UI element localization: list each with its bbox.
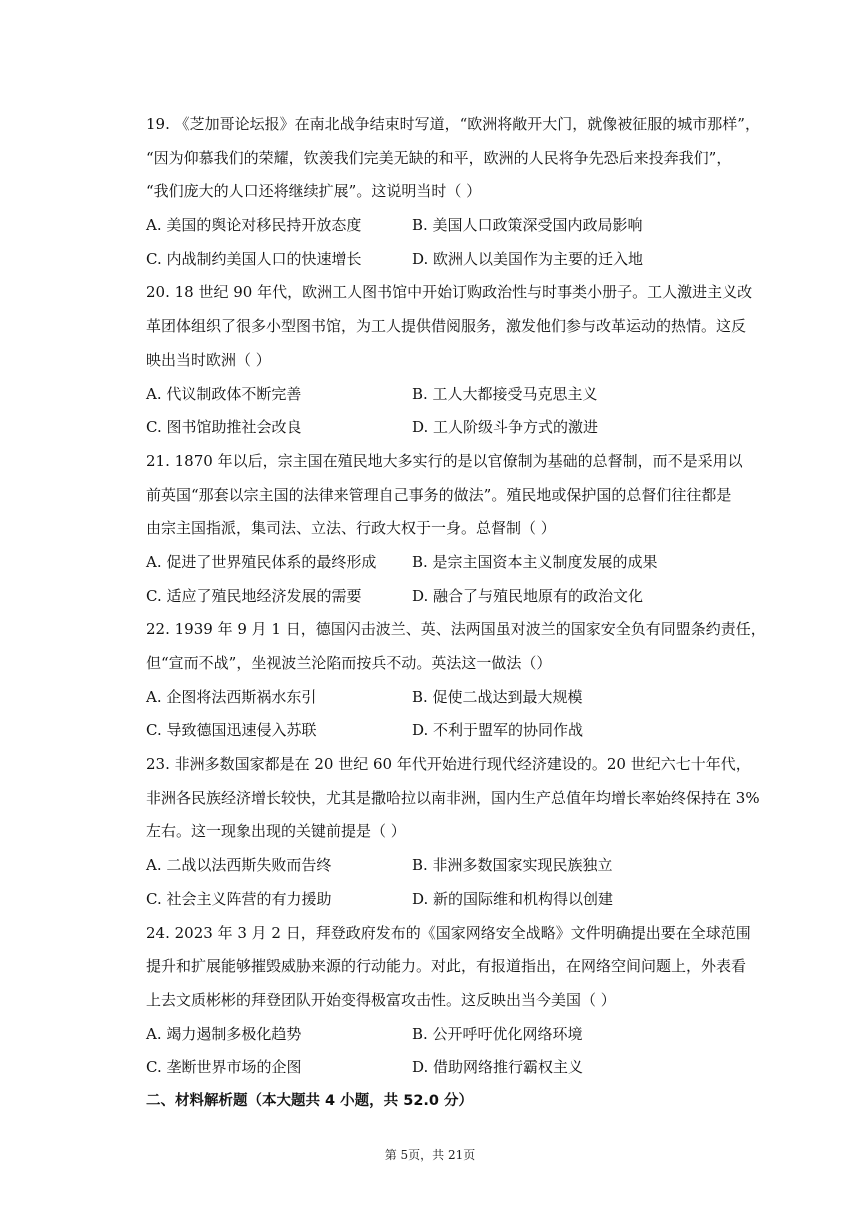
question-stem-line: 映出当时欧洲（ ） xyxy=(146,350,271,369)
question-19 xyxy=(146,108,778,276)
option-d: D. 借助网络推行霸权主义 xyxy=(412,1058,584,1077)
question-21 xyxy=(146,445,778,613)
page-content xyxy=(146,108,778,1119)
page-footer: 第 5页，共 21页 xyxy=(384,1148,476,1162)
option-c: C. 图书馆助推社会改良 xyxy=(146,418,302,437)
question-stem-line: 21. 1870 年以后，宗主国在殖民地大多实行的是以官僚制为基础的总督制，而不是采用以 xyxy=(146,451,743,470)
option-c: C. 社会主义阵营的有力援助 xyxy=(146,889,332,908)
option-d: D. 不利于盟军的协同作战 xyxy=(412,721,584,740)
options-row xyxy=(146,849,778,883)
question-stem-line: 但“宣而不战”，坐视波兰沦陷而按兵不动。英法这一做法（） xyxy=(146,654,552,672)
options-row xyxy=(146,681,778,715)
options-row xyxy=(146,378,778,412)
option-a: A. 企图将法西斯祸水东引 xyxy=(146,687,317,706)
question-stem-line: 提升和扩展能够摧毁威胁来源的行动能力。对此，有报道指出，在网络空间问题上，外表看 xyxy=(146,957,747,976)
question-23 xyxy=(146,748,778,916)
option-b: B. 促使二战达到最大规模 xyxy=(412,687,583,706)
options-row xyxy=(146,714,778,748)
option-b: B. 非洲多数国家实现民族独立 xyxy=(412,856,613,875)
question-stem-line: 非洲各民族经济增长较快，尤其是撒哈拉以南非洲，国内生产总值年均增长率始终保持在 3% xyxy=(146,788,760,807)
options-row xyxy=(146,1051,778,1085)
question-stem-line: 22. 1939 年 9 月 1 日，德国闪击波兰、英、法两国虽对波兰的国家安全负有同盟条约责任， xyxy=(146,620,766,639)
option-a: A. 二战以法西斯失败而告终 xyxy=(146,856,332,875)
question-stem-line: 左右。这一现象出现的关键前提是（ ） xyxy=(146,822,406,841)
question-stem-line: 24. 2023 年 3 月 2 日，拜登政府发布的《国家网络安全战略》文件明确提出要在全球范围 xyxy=(146,923,751,942)
option-a: A. 美国的舆论对移民持开放态度 xyxy=(146,216,362,235)
option-d: D. 新的国际维和机构得以创建 xyxy=(412,889,614,908)
question-stem-line: 上去文质彬彬的拜登团队开始变得极富攻击性。这反映出当今美国（ ） xyxy=(146,990,616,1009)
options-row xyxy=(146,580,778,614)
option-b: B. 美国人口政策深受国内政局影响 xyxy=(412,216,643,235)
question-stem-line: 由宗主国指派，集司法、立法、行政大权于一身。总督制（ ） xyxy=(146,519,556,538)
option-a: A. 竭力遏制多极化趋势 xyxy=(146,1024,302,1043)
question-22 xyxy=(146,613,778,748)
option-a: A. 代议制政体不断完善 xyxy=(146,384,302,403)
question-stem-line: 革团体组织了很多小型图书馆，为工人提供借阅服务，激发他们参与改革运动的热情。这反 xyxy=(146,317,747,336)
option-d: D. 融合了与殖民地原有的政治文化 xyxy=(412,586,644,605)
options-row xyxy=(146,546,778,580)
question-stem-line: “我们庞大的人口还将继续扩展”。这说明当时（ ） xyxy=(146,182,482,201)
option-c: C. 导致德国迅速侵入苏联 xyxy=(146,721,317,740)
option-d: D. 工人阶级斗争方式的激进 xyxy=(412,418,599,437)
question-stem-line: “因为仰慕我们的荣耀，钦羡我们完美无缺的和平，欧洲的人民将争先恐后来投奔我们”， xyxy=(146,148,732,167)
option-a: A. 促进了世界殖民体系的最终形成 xyxy=(146,552,377,571)
section-title: 二、材料解析题（本大题共 4 小题，共 52.0 分） xyxy=(146,1092,474,1109)
option-b: B. 工人大都接受马克思主义 xyxy=(412,384,598,403)
question-stem-line: 前英国“那套以宗主国的法律来管理自己事务的做法”。殖民地或保护国的总督们往往都是 xyxy=(146,485,732,504)
question-stem-line: 19. 《芝加哥论坛报》在南北战争结束时写道，“欧洲将敞开大门，就像被征服的城市那样”， xyxy=(146,115,760,133)
options-row xyxy=(146,1018,778,1052)
question-stem-line: 23. 非洲多数国家都是在 20 世纪 60 年代开始进行现代经济建设的。20 世纪六七十年代， xyxy=(146,755,751,774)
option-c: C. 适应了殖民地经济发展的需要 xyxy=(146,586,362,605)
options-row xyxy=(146,209,778,243)
question-stem-line: 20. 18 世纪 90 年代，欧洲工人图书馆中开始订购政治性与时事类小册子。工人激进主义改 xyxy=(146,283,753,302)
option-b: B. 是宗主国资本主义制度发展的成果 xyxy=(412,552,658,571)
option-d: D. 欧洲人以美国作为主要的迁入地 xyxy=(412,249,644,268)
question-20 xyxy=(146,276,778,444)
options-row xyxy=(146,411,778,445)
option-c: C. 垄断世界市场的企图 xyxy=(146,1058,302,1077)
options-row xyxy=(146,243,778,277)
options-row xyxy=(146,883,778,917)
question-24 xyxy=(146,917,778,1085)
option-b: B. 公开呼吁优化网络环境 xyxy=(412,1024,583,1043)
option-c: C. 内战制约美国人口的快速增长 xyxy=(146,249,362,268)
